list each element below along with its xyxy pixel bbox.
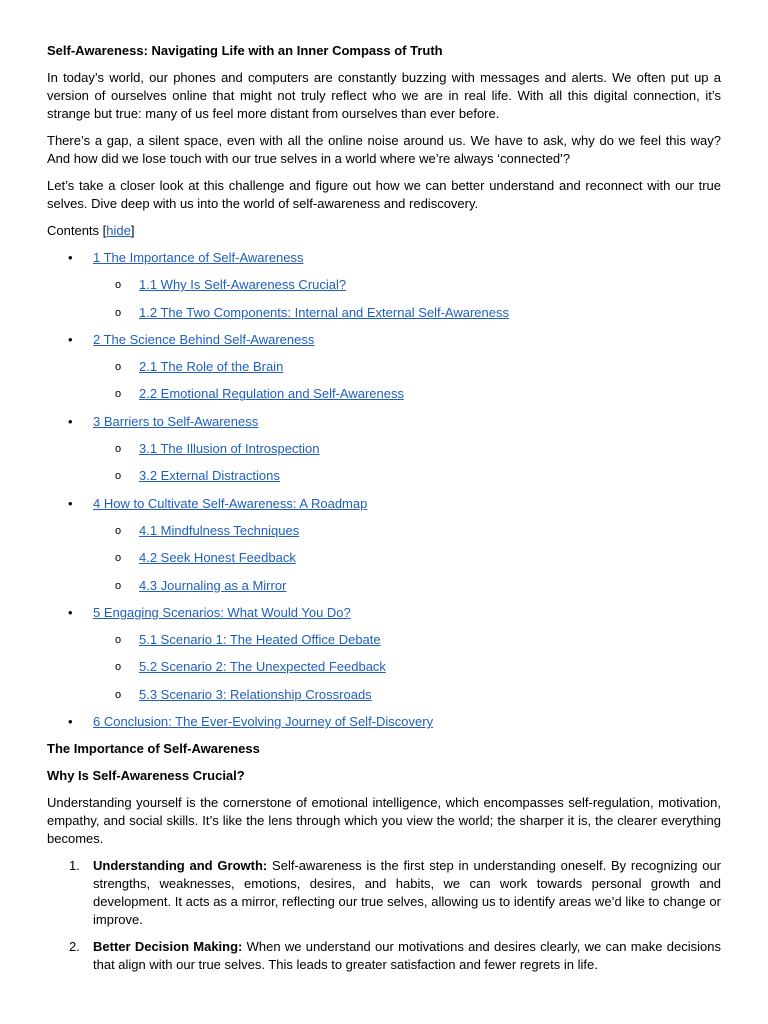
toc-item <box>47 713 721 731</box>
list-number: 1. <box>69 858 80 874</box>
circle-bullet-icon: o <box>115 306 122 319</box>
bullet-icon: • <box>68 331 73 347</box>
page-title: Self-Awareness: Navigating Life with an Inner Compass of Truth <box>47 43 443 58</box>
intro-paragraph: There’s a gap, a silent space, even with all the online noise around us. We have to ask, why do we feel this way? And how did we lose touch with our true selves in a world where we’re always ‘connected’? <box>47 133 721 166</box>
circle-bullet-icon: o <box>115 279 122 292</box>
toc-item <box>47 304 721 322</box>
toc-item <box>47 385 721 403</box>
toc-item <box>47 331 721 349</box>
bullet-icon: • <box>68 714 73 730</box>
body-paragraph: Understanding yourself is the cornerstone of emotional intelligence, which encompasses self-regulation, motivation, empathy, and social skills. It’s like the lens through which you view the world; the sharper it is, the clearer everything becomes. <box>47 795 721 847</box>
list-item-text: When we understand our motivations and desires clearly, we can make decisions that align with our true selves. This leads to greater satisfaction and fewer regrets in life. <box>93 939 721 973</box>
list-item <box>47 938 721 974</box>
toc-link[interactable]: 2.1 The Role of the Brain <box>139 359 284 375</box>
toc-item <box>47 440 721 458</box>
toc-item <box>47 358 721 376</box>
toc-item <box>47 631 721 649</box>
circle-bullet-icon: o <box>115 470 122 483</box>
contents-hide-link[interactable]: hide <box>106 223 131 238</box>
circle-bullet-icon: o <box>115 552 122 565</box>
circle-bullet-icon: o <box>115 634 122 647</box>
toc-link[interactable]: 4.3 Journaling as a Mirror <box>139 577 287 593</box>
circle-bullet-icon: o <box>115 661 122 674</box>
toc-link[interactable]: 3.1 The Illusion of Introspection <box>139 441 320 457</box>
toc-item <box>47 276 721 294</box>
toc-item <box>47 467 721 485</box>
numbered-list <box>47 857 721 974</box>
contents-header <box>47 222 721 240</box>
toc-link[interactable]: 2 The Science Behind Self-Awareness <box>93 331 315 347</box>
toc-item <box>47 522 721 540</box>
bullet-icon: • <box>68 604 73 620</box>
list-item-lead: Better Decision Making: <box>93 939 243 955</box>
bullet-icon: • <box>68 250 73 265</box>
circle-bullet-icon: o <box>115 388 122 401</box>
table-of-contents <box>47 249 721 731</box>
toc-link[interactable]: 3 Barriers to Self-Awareness <box>93 413 259 429</box>
contents-bracket-close: ] <box>130 223 135 238</box>
toc-item <box>47 604 721 622</box>
section-heading: The Importance of Self-Awareness <box>47 741 260 757</box>
toc-item <box>47 658 721 676</box>
toc-item <box>47 686 721 704</box>
document-page <box>47 42 721 983</box>
list-item-lead: Understanding and Growth: <box>93 858 268 874</box>
list-number: 2. <box>69 939 80 955</box>
toc-item <box>47 249 721 267</box>
toc-link[interactable]: 1 The Importance of Self-Awareness <box>93 250 304 265</box>
toc-link[interactable]: 4 How to Cultivate Self-Awareness: A Roadmap <box>93 495 368 511</box>
intro-paragraph: Let’s take a closer look at this challenge and figure out how we can better understand and reconnect with our true selves. Dive deep with us into the world of self-awareness and rediscovery. <box>47 178 721 211</box>
toc-item <box>47 549 721 567</box>
bullet-icon: • <box>68 495 73 511</box>
list-item <box>47 857 721 929</box>
toc-link[interactable]: 5.3 Scenario 3: Relationship Crossroads <box>139 686 372 702</box>
toc-link[interactable]: 1.1 Why Is Self-Awareness Crucial? <box>139 277 347 293</box>
contents-label: Contents [ <box>47 223 107 238</box>
toc-link[interactable]: 1.2 The Two Components: Internal and External Self-Awareness <box>139 304 509 320</box>
circle-bullet-icon: o <box>115 443 122 456</box>
toc-item <box>47 413 721 431</box>
toc-link[interactable]: 4.1 Mindfulness Techniques <box>139 522 300 538</box>
subsection-heading: Why Is Self-Awareness Crucial? <box>47 768 245 784</box>
toc-item <box>47 495 721 513</box>
circle-bullet-icon: o <box>115 688 122 701</box>
circle-bullet-icon: o <box>115 579 122 592</box>
toc-link[interactable]: 5 Engaging Scenarios: What Would You Do? <box>93 604 351 620</box>
bullet-icon: • <box>68 413 73 429</box>
toc-link[interactable]: 5.1 Scenario 1: The Heated Office Debate <box>139 632 381 648</box>
toc-link[interactable]: 2.2 Emotional Regulation and Self-Awareness <box>139 386 404 402</box>
toc-link[interactable]: 4.2 Seek Honest Feedback <box>139 550 296 566</box>
toc-link[interactable]: 5.2 Scenario 2: The Unexpected Feedback <box>139 659 386 675</box>
intro-paragraph: In today’s world, our phones and computers are constantly buzzing with messages and alerts. We often put up a version of ourselves online that might not truly reflect who we are in real life. With all this digital connection, it’s strange but true: many of us feel more distant from ourselves than ever before. <box>47 70 721 121</box>
toc-link[interactable]: 6 Conclusion: The Ever-Evolving Journey of Self-Discovery <box>93 714 434 730</box>
list-item-text: Self-awareness is the first step in understanding oneself. By recognizing our strengths, weaknesses, emotions, desires, and habits, we can work towards personal growth and development. It acts as a mirror, reflecting our true selves, allowing us to identify areas we’d like to change or improve. <box>93 858 722 928</box>
circle-bullet-icon: o <box>115 361 122 374</box>
toc-link[interactable]: 3.2 External Distractions <box>139 468 280 484</box>
toc-item <box>47 577 721 595</box>
circle-bullet-icon: o <box>115 524 122 537</box>
